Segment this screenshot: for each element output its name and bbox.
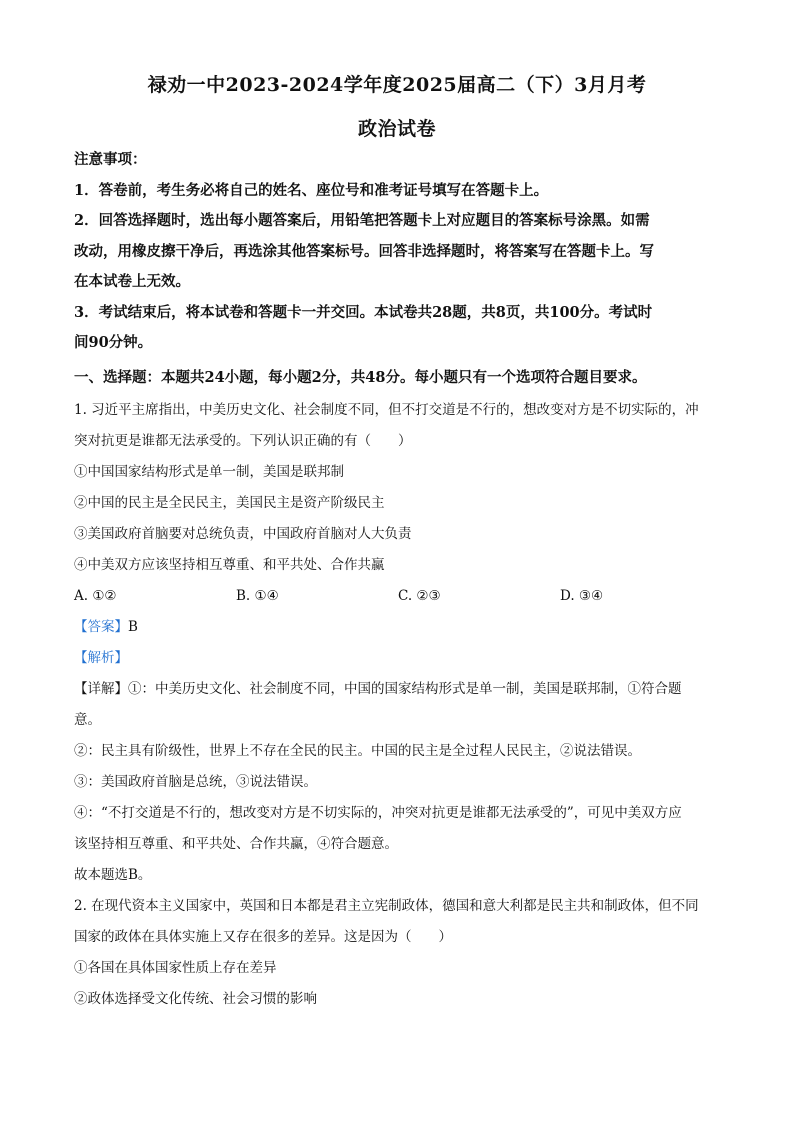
q1-detail-4-line-1: ④：“不打交道是不行的，想改变对方是不切实际的，冲突对抗更是谁都无法承受的”，可见中美双方应 <box>74 805 682 821</box>
q1-answer <box>74 612 724 643</box>
q2-statement-2: ②政体选择受文化传统、社会习惯的影响 <box>74 991 317 1007</box>
note-item-3-line-2: 间90分钟。 <box>74 334 153 351</box>
note-item-2-line-1: 2．回答选择题时，选出每小题答案后，用铅笔把答题卡上对应题目的答案标号涂黑。如需 <box>74 212 650 229</box>
answer-value: B <box>128 619 138 635</box>
q1-option-d: D. ③④ <box>560 588 604 604</box>
note-item-1: 1．答卷前，考生务必将自己的姓名、座位号和准考证号填写在答题卡上。 <box>74 181 549 199</box>
q1-stem-line-2: 突对抗更是谁都无法承受的。下列认识正确的有（ ） <box>74 433 412 449</box>
note-item-2-line-2: 改动，用橡皮擦干净后，再选涂其他答案标号。回答非选择题时，将答案写在答题卡上。写 <box>74 242 654 260</box>
notes-section <box>74 145 724 359</box>
q2-statement-1: ①各国在具体国家性质上存在差异 <box>74 960 277 976</box>
detail-tag: 【详解】 <box>74 681 128 697</box>
q1-analysis <box>74 643 724 674</box>
q1-option-c: C. ②③ <box>398 588 441 604</box>
q1-statement-1: ①中国国家结构形式是单一制，美国是联邦制 <box>74 464 344 480</box>
q2-stem-line-2: 国家的政体在具体实施上又存在很多的差异。这是因为（ ） <box>74 929 452 945</box>
note-item-3-line-1: 3．考试结束后，将本试卷和答题卡一并交回。本试卷共28题，共8页，共100分。考试时 <box>74 303 653 321</box>
page-subtitle: 政治试卷 <box>357 118 436 140</box>
q1-detail-1-line-2: 意。 <box>74 712 101 728</box>
q1-detail-4-line-2: 该坚持相互尊重、和平共处、合作共赢，④符合题意。 <box>74 836 398 852</box>
q2-stem-line-1: 2. 在现代资本主义国家中，英国和日本都是君主立宪制政体，德国和意大利都是民主共和制政体，但不同 <box>74 898 699 914</box>
q1-option-a: A. ①② <box>74 588 117 604</box>
q1-statement-3: ③美国政府首脑要对总统负责，中国政府首脑对人大负责 <box>74 526 412 542</box>
question-2 <box>74 891 724 1015</box>
q1-detail-2: ②：民主具有阶级性，世界上不存在全民的民主。中国的民主是全过程人民民主，②说法错误。 <box>74 743 641 759</box>
q1-option-b: B. ①④ <box>236 588 279 604</box>
detail-1-text: ①：中美历史文化、社会制度不同，中国的国家结构形式是单一制，美国是联邦制，①符合题 <box>128 681 682 697</box>
q1-detail-1-line-1 <box>74 674 724 705</box>
question-1 <box>74 395 724 891</box>
answer-tag: 【答案】 <box>74 619 128 635</box>
q1-statement-2: ②中国的民主是全民民主，美国民主是资产阶级民主 <box>74 495 385 511</box>
note-item-2-line-3: 在本试卷上无效。 <box>74 273 190 290</box>
analysis-tag: 【解析】 <box>74 650 128 666</box>
section-heading: 一、选择题：本题共24小题，每小题2分，共48分。每小题只有一个选项符合题目要求。 <box>74 369 647 386</box>
q1-statement-4: ④中美双方应该坚持相互尊重、和平共处、合作共赢 <box>74 557 385 573</box>
q1-conclusion: 故本题选B。 <box>74 867 152 883</box>
notes-heading: 注意事项： <box>74 151 147 168</box>
q1-detail-3: ③：美国政府首脑是总统，③说法错误。 <box>74 774 317 790</box>
page-title: 禄劝一中2023-2024学年度2025届高二（下）3月月考 <box>147 74 647 96</box>
q1-options <box>74 581 724 612</box>
q1-stem-line-1: 1. 习近平主席指出，中美历史文化、社会制度不同，但不打交道是不行的，想改变对方是不切实际的，冲 <box>74 402 699 418</box>
